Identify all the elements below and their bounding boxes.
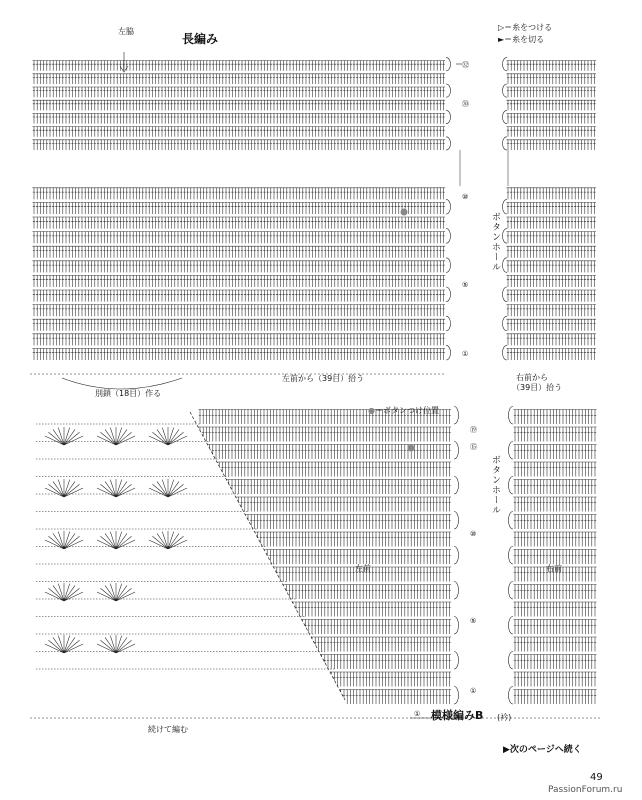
row-label: ⑲	[470, 426, 477, 434]
fan-stitch	[45, 531, 83, 549]
stitch-rows	[514, 410, 597, 705]
row-label: ㉜	[462, 61, 469, 69]
row-label: ⑩	[462, 193, 469, 201]
fan-stitch	[97, 427, 135, 445]
left-front-label: 左前	[355, 564, 371, 573]
right-front-label: 右前	[546, 564, 562, 573]
turning-chains	[446, 58, 451, 150]
row-label: ⑩	[470, 530, 477, 538]
buttonhole-label: ボタンホール	[490, 212, 500, 272]
fan-stitch	[45, 427, 83, 445]
stitch-rows	[507, 188, 596, 360]
turning-chains	[503, 199, 508, 360]
page-number: 49	[590, 772, 603, 783]
buttonhole-label-bottom: ボタンホール	[490, 455, 500, 515]
site-watermark: PassionForum.ru	[548, 785, 623, 795]
turning-chains	[509, 407, 514, 705]
pickup-right-label-1: 右前から	[516, 373, 548, 382]
provisional-chain-label: 別鎖（18目）作る	[95, 389, 162, 398]
fan-stitch	[97, 583, 135, 601]
pattern-row-label: ①	[414, 710, 421, 718]
pattern-label: 模様編みB	[431, 709, 484, 722]
pickup-right-label-2: （39目）拾う	[512, 383, 563, 392]
row-label: ①	[462, 350, 469, 358]
turning-chains	[446, 199, 451, 360]
button-marker	[401, 209, 408, 216]
turning-chains	[454, 407, 459, 705]
fan-stitch	[97, 479, 135, 497]
stitch-rows	[507, 61, 596, 150]
button-marker	[408, 445, 415, 452]
next-page-note: ▶次のページへ続く	[503, 745, 582, 755]
fan-stitch	[45, 479, 83, 497]
row-label: ㉚	[462, 100, 469, 108]
stitch-rows	[33, 61, 446, 150]
stitch-title: 長編み	[182, 32, 219, 46]
continue-label: 続けて編む	[148, 725, 188, 734]
break-lines	[460, 150, 508, 186]
fan-stitch	[45, 635, 83, 653]
row-label: ⑤	[470, 617, 477, 625]
fan-stitch	[45, 583, 83, 601]
attach-yarn-icon: ▷	[498, 23, 505, 32]
pickup-left-label: 左前から（39目）拾う	[282, 374, 365, 383]
legend-cut: ►＝糸を切る	[498, 35, 545, 44]
turning-chains	[503, 58, 508, 150]
top-right-stitch-grid	[503, 58, 596, 360]
fan-stitch	[149, 479, 187, 497]
button-position-icon: ●	[368, 406, 375, 415]
row-label: ⑤	[462, 281, 469, 289]
cut-yarn-icon: ►	[498, 35, 505, 44]
bottom-stitch-grid	[190, 407, 459, 705]
row-label: ⑮	[470, 443, 477, 451]
pattern-sub-label: (衿)	[497, 713, 512, 722]
fan-stitch	[149, 427, 187, 445]
top-stitch-grid	[30, 58, 451, 374]
left-side-label: 左脇	[118, 27, 134, 36]
bottom-right-stitch-grid	[509, 407, 597, 705]
row-label: ①	[470, 687, 477, 695]
stitch-rows	[33, 188, 446, 360]
fan-stitch	[97, 635, 135, 653]
legend-attach: ▷＝糸をつける	[498, 23, 553, 32]
button-note: ●＝ボタンつけ位置	[368, 406, 439, 415]
